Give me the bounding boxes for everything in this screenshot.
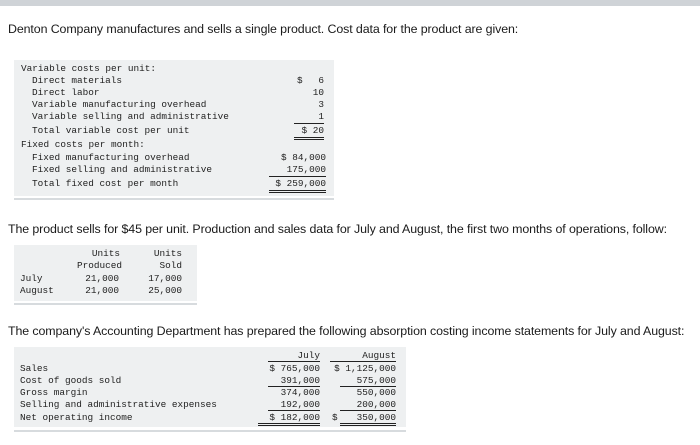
production-panel-rule (14, 303, 197, 305)
august-label: August (20, 285, 54, 296)
cost-data-panel (14, 60, 334, 196)
selling-admin-july: 192,000 (268, 399, 320, 411)
direct-materials-label: Direct materials (32, 75, 123, 86)
july-label: July (20, 273, 43, 284)
fixed-mfg-overhead-label: Fixed manufacturing overhead (32, 152, 190, 163)
income-statement-panel (14, 347, 406, 427)
sales-sentence: The product sells for $45 per unit. Production and sales data for July and August, the first two months of operations, follow: (8, 222, 667, 236)
august-produced: 21,000 (85, 285, 119, 296)
july-produced: 21,000 (85, 273, 119, 284)
var-mfg-overhead-value: 3 (318, 99, 324, 110)
sales-label: Sales (20, 363, 49, 374)
produced-header-1: Units (91, 248, 120, 259)
fixed-selling-admin-label: Fixed selling and administrative (32, 164, 213, 175)
total-variable-label: Total variable cost per unit (32, 125, 190, 136)
income-sentence: The company's Accounting Department has prepared the following absorption costing income statements for July and August: (8, 324, 685, 338)
net-operating-income-august: 350,000 (340, 412, 396, 426)
net-operating-income-july: $ 182,000 (258, 412, 320, 426)
sales-august: $ 1,125,000 (334, 363, 396, 374)
cogs-july: 391,000 (268, 375, 320, 387)
income-panel-rule (14, 430, 406, 432)
net-operating-income-august-dollar: $ (332, 412, 338, 423)
sold-header-2: Sold (159, 260, 182, 271)
gross-margin-july: 374,000 (280, 387, 320, 398)
total-fixed-label: Total fixed cost per month (32, 178, 179, 189)
fixed-mfg-overhead-value: $ 84,000 (280, 152, 326, 163)
direct-materials-dollar: $ (297, 75, 303, 86)
direct-labor-value: 10 (312, 87, 324, 98)
july-column-header: July (268, 350, 320, 362)
fixed-selling-admin-value: 175,000 (269, 164, 326, 177)
variable-costs-header: Variable costs per unit: (21, 63, 157, 74)
direct-materials-value: 6 (318, 75, 324, 86)
total-variable-value: $ 20 (294, 125, 324, 140)
selling-admin-august: 200,000 (340, 399, 396, 411)
total-fixed-value: $ 259,000 (269, 178, 326, 193)
var-selling-admin-value: 1 (294, 111, 324, 124)
sales-july: $ 765,000 (269, 363, 320, 374)
intro-text: Denton Company manufactures and sells a single product. Cost data for the product are given: (8, 22, 519, 36)
cogs-label: Cost of goods sold (20, 375, 122, 386)
top-rule (0, 0, 700, 6)
july-sold: 17,000 (148, 273, 182, 284)
fixed-costs-header: Fixed costs per month: (21, 139, 145, 150)
production-panel (14, 245, 197, 301)
cost-panel-rule (14, 198, 334, 200)
produced-header-2: Produced (76, 260, 122, 271)
selling-admin-label: Selling and administrative expenses (20, 399, 217, 410)
net-operating-income-label: Net operating income (20, 412, 133, 423)
gross-margin-label: Gross margin (20, 387, 88, 398)
sold-header-1: Units (153, 248, 182, 259)
direct-labor-label: Direct labor (32, 87, 100, 98)
august-sold: 25,000 (148, 285, 182, 296)
cogs-august: 575,000 (340, 375, 396, 387)
var-selling-admin-label: Variable selling and administrative (32, 111, 229, 122)
gross-margin-august: 550,000 (356, 387, 396, 398)
var-mfg-overhead-label: Variable manufacturing overhead (32, 99, 207, 110)
august-column-header: August (330, 350, 396, 362)
